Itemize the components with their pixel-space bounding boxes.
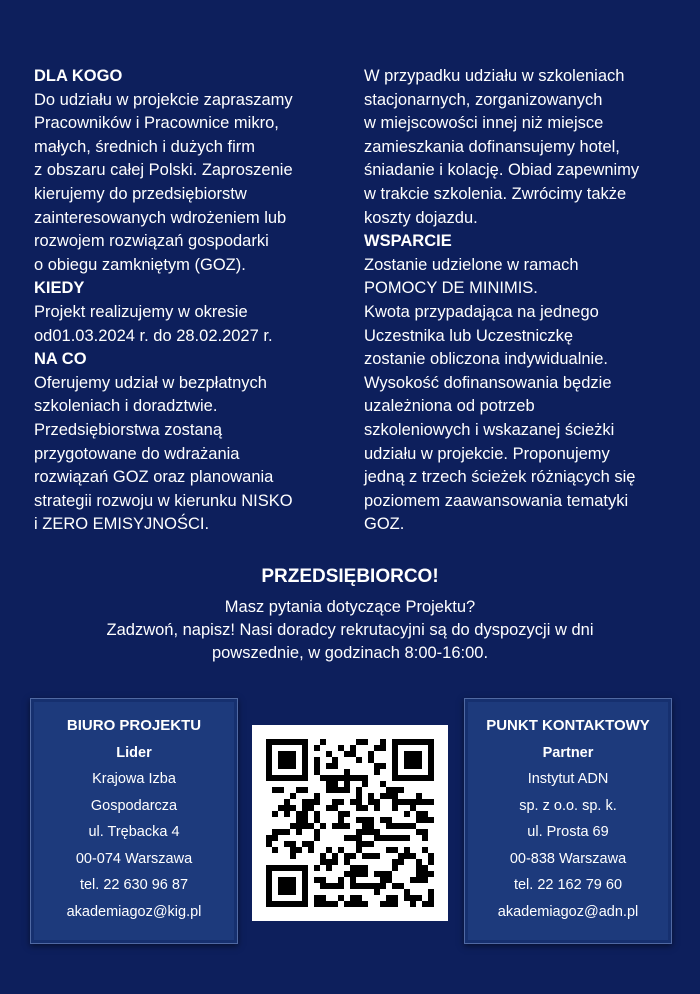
text-line: koszty dojazdu.: [364, 208, 478, 227]
qr-code[interactable]: [252, 725, 448, 921]
text-line: szkoleniowych i wskazanej ścieżki: [364, 420, 615, 439]
text-line: zamieszkania dofinansujemy hotel,: [364, 137, 620, 156]
cta-line: Zadzwoń, napisz! Nasi doradcy rekrutacyjni są do dyspozycji w dni: [106, 621, 594, 639]
text-line: rozwiązań GOZ oraz planowania: [34, 468, 274, 487]
text-line: od01.03.2024 r. do 28.02.2027 r.: [34, 326, 273, 345]
text-line: jedną z trzech ścieżek różniących się: [364, 468, 636, 487]
kiedy-heading: KIEDY: [34, 279, 85, 298]
text-line: Przedsiębiorstwa zostaną: [34, 420, 223, 439]
contact-line: 00-838 Warszawa: [509, 850, 627, 867]
left-column: [34, 65, 334, 537]
text-line: Pracowników i Pracownice mikro,: [34, 114, 279, 133]
text-line: uzależniona od potrzeb: [364, 397, 535, 416]
right-column: [364, 65, 674, 537]
text-line: zostanie obliczona indywidualnie.: [364, 350, 608, 369]
office-email[interactable]: akademiagoz@kig.pl: [66, 903, 202, 920]
contact-line: Instytut ADN: [527, 771, 609, 787]
contact-email[interactable]: akademiagoz@adn.pl: [497, 903, 639, 920]
contact-point-box: [464, 698, 672, 944]
text-line: małych, średnich i dużych firm: [34, 137, 255, 156]
contact-point-role: Partner: [542, 744, 594, 761]
office-role: Lider: [116, 744, 152, 761]
qr-code-icon: [266, 739, 434, 907]
text-line: w trakcie szkolenia. Zwrócimy także: [364, 184, 627, 203]
office-phone: tel. 22 630 96 87: [79, 877, 189, 893]
office-box: [30, 698, 238, 944]
office-line: ul. Trębacka 4: [88, 824, 180, 840]
text-line: Projekt realizujemy w okresie: [34, 302, 248, 321]
text-line: o obiegu zamkniętym (GOZ).: [34, 255, 246, 274]
text-line: przygotowane do wdrażania: [34, 444, 240, 463]
text-line: poziomem zaawansowania tematyki: [364, 491, 629, 510]
office-line: 00-074 Warszawa: [75, 850, 193, 867]
contact-phone: tel. 22 162 79 60: [513, 877, 623, 893]
office-title: BIURO PROJEKTU: [66, 717, 202, 734]
text-line: kierujemy do przedsiębiorstw: [34, 184, 247, 203]
cta-line: powszednie, w godzinach 8:00-16:00.: [211, 644, 489, 662]
text-line: w miejscowości innej niż miejsce: [364, 114, 604, 133]
text-line: udziału w projekcie. Proponujemy: [364, 444, 610, 463]
text-line: i ZERO EMISYJNOŚCI.: [34, 515, 210, 534]
contact-line: ul. Prosta 69: [527, 824, 609, 840]
text-line: stacjonarnych, zorganizowanych: [364, 90, 603, 109]
cta-question: Masz pytania dotyczące Projektu?: [224, 598, 476, 616]
contact-line: sp. z o.o. sp. k.: [519, 797, 617, 814]
dla-kogo-heading: DLA KOGO: [34, 67, 123, 85]
text-line: z obszaru całej Polski. Zaproszenie: [34, 161, 293, 180]
text-line: rozwojem rozwiązań gospodarki: [34, 232, 269, 251]
contact-point-title: PUNKT KONTAKTOWY: [486, 717, 650, 734]
text-line: szkoleniach i doradztwie.: [34, 397, 218, 416]
text-line: śniadanie i kolację. Obiad zapewnimy: [364, 161, 640, 180]
text-line: Uczestnika lub Uczestniczkę: [364, 326, 574, 345]
text-line: Wysokość dofinansowania będzie: [364, 373, 612, 392]
text-line: strategii rozwoju w kierunku NISKO: [34, 491, 293, 510]
office-line: Krajowa Izba: [92, 771, 176, 787]
text-line: zainteresowanych wdrożeniem lub: [34, 208, 287, 227]
call-to-action: [0, 566, 700, 665]
text-line: Do udziału w projekcie zapraszamy: [34, 90, 293, 109]
text-line: GOZ.: [364, 515, 405, 534]
cta-heading: PRZEDSIĘBIORCO!: [261, 566, 439, 587]
text-line: Zostanie udzielone w ramach: [364, 255, 579, 274]
na-co-heading: NA CO: [34, 350, 87, 369]
text-line: POMOCY DE MINIMIS.: [364, 279, 538, 298]
text-line: W przypadku udziału w szkoleniach: [364, 67, 625, 85]
text-line: Oferujemy udział w bezpłatnych: [34, 373, 267, 392]
office-line: Gospodarcza: [90, 797, 178, 814]
text-line: Kwota przypadająca na jednego: [364, 302, 599, 321]
wsparcie-heading: WSPARCIE: [364, 232, 452, 251]
